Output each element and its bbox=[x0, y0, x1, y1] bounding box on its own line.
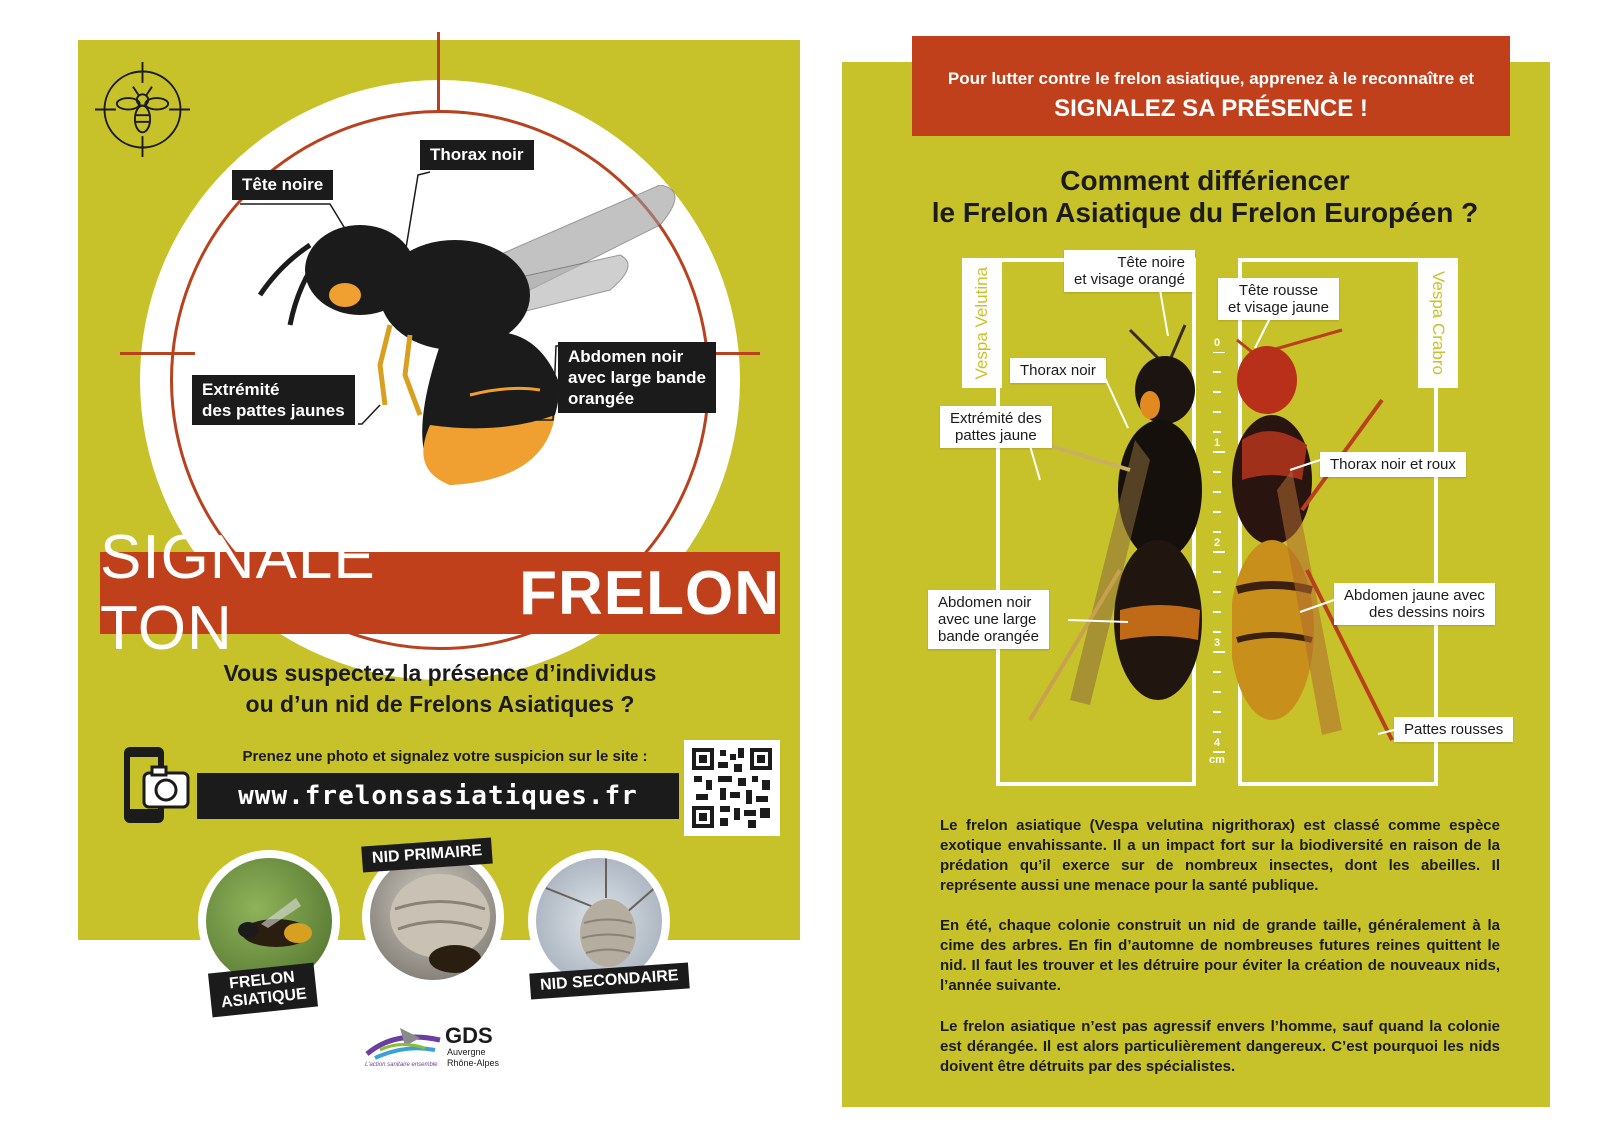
paragraph-3: Le frelon asiatique n’est pas agressif envers l’homme, sauf quand la colonie est dérangée. Il est alors particulièrement dangereux. C’est pourquoi les nids doivent être détruits par des spécialistes. bbox=[940, 1018, 1500, 1075]
gds-name: GDS bbox=[445, 1023, 493, 1048]
banner-thin-text: SIGNALE TON bbox=[100, 523, 376, 663]
ruler-label-0: 0 bbox=[1214, 337, 1221, 349]
label-extremite-line-1: Extrémité bbox=[202, 380, 280, 399]
ruler-label-3: 3 bbox=[1214, 637, 1221, 649]
gds-subtitle bbox=[447, 1047, 499, 1069]
tag-nid-secondaire-text: NID SECONDAIRE bbox=[539, 967, 680, 994]
paragraph-1: Le frelon asiatique (Vespa velutina nigrithorax) est classé comme espèce exotique envahissante. Il a un impact fort sur la biodiversité en raison de la prédation qu’il exerce sur de nombreux insectes, dont les abeilles. Il représente aussi une menace pour la santé publique. bbox=[940, 817, 1500, 894]
banner-line-1: Pour lutter contre le frelon asiatique, apprenez à le reconnaître et bbox=[947, 69, 1475, 88]
label-abdomen-noir-line-1: Abdomen noir bbox=[938, 594, 1032, 611]
species-crabro-text: Vespa Crabro bbox=[1429, 271, 1448, 375]
gds-sub-line-1: Auvergne bbox=[447, 1047, 486, 1057]
label-abdomen-jaune-line-1: Abdomen jaune avec bbox=[1344, 587, 1485, 604]
label-abdomen-line-1: Abdomen noir bbox=[568, 347, 684, 366]
species-velutina-text: Vespa Velutina bbox=[972, 266, 991, 380]
label-extremite-right-line-1: Extrémité des bbox=[950, 410, 1042, 427]
primary-nest-icon bbox=[370, 854, 504, 988]
gds-tagline: L'action sanitaire ensemble bbox=[365, 1062, 438, 1068]
ruler-label-1: 1 bbox=[1214, 437, 1221, 449]
heading-line-2: le Frelon Asiatique du Frelon Européen ? bbox=[931, 197, 1479, 228]
tag-frelon-line-2: ASIATIQUE bbox=[220, 985, 308, 1012]
gds-sub-line-2: Rhône-Alpes bbox=[447, 1058, 500, 1068]
label-extremite-line-2: des pattes jaunes bbox=[202, 401, 345, 420]
tag-nid-primaire-text: NID PRIMAIRE bbox=[371, 842, 483, 867]
label-abdomen-line-3: orangée bbox=[568, 389, 635, 408]
label-abdomen-noir-line-2: avec une large bbox=[938, 611, 1037, 628]
ruler-label-4: 4 bbox=[1214, 737, 1221, 749]
label-tete-rousse-line-1: Tête rousse bbox=[1238, 282, 1319, 299]
paragraph-2: En été, chaque colonie construit un nid de grande taille, généralement à la cime des arbres. En fin d’automne de nombreuses futures reines quittent le nid. Il faut les trouver et les détruire pour éviter la création de nouveaux nids, l’année suivante. bbox=[940, 917, 1500, 994]
label-abdomen-line-2: avec large bande bbox=[568, 368, 706, 387]
print-credit-text: Création Graphique : Bérénice 06 89 06 52 83 Impression : ESPRIT COM Ne pas jeter sur la voie publique bbox=[1561, 440, 1573, 960]
heading-line-1: Comment différiencer bbox=[1060, 165, 1350, 196]
label-abdomen-jaune-line-2: des dessins noirs bbox=[1369, 604, 1485, 621]
label-extremite-right-line-2: pattes jaune bbox=[954, 427, 1037, 444]
label-tete-rousse-line-2: et visage jaune bbox=[1228, 299, 1329, 316]
print-credit bbox=[1556, 330, 1578, 1070]
suspect-line-1: Vous suspectez la présence d’individus bbox=[223, 660, 657, 686]
tag-frelon-line-1: FRELON bbox=[228, 968, 296, 993]
label-thorax-noir-roux-text: Thorax noir et roux bbox=[1330, 456, 1456, 473]
label-pattes-rousses-text: Pattes rousses bbox=[1404, 721, 1504, 738]
label-thorax-noir-right-text: Thorax noir bbox=[1020, 362, 1096, 379]
label-thorax-noir-text: Thorax noir bbox=[430, 145, 524, 164]
ruler-label-cm: cm bbox=[1209, 754, 1225, 766]
label-tete-noire-text: Tête noire bbox=[242, 175, 324, 194]
banner-line-2: SIGNALEZ SA PRÉSENCE ! bbox=[1054, 95, 1368, 122]
label-tete-noire-line-1: Tête noire bbox=[1117, 254, 1185, 271]
website-url-text: www.frelonsasiatiques.fr bbox=[238, 781, 638, 811]
suspect-line-2: ou d’un nid de Frelons Asiatiques ? bbox=[245, 691, 635, 717]
label-tete-noire-line-2: et visage orangé bbox=[1074, 271, 1185, 288]
label-abdomen-noir-line-3: bande orangée bbox=[938, 628, 1039, 645]
prenez-text: Prenez une photo et signalez votre suspicion sur le site : bbox=[242, 748, 648, 765]
banner-bold-text: FRELON bbox=[519, 558, 780, 628]
ruler-label-2: 2 bbox=[1214, 537, 1221, 549]
